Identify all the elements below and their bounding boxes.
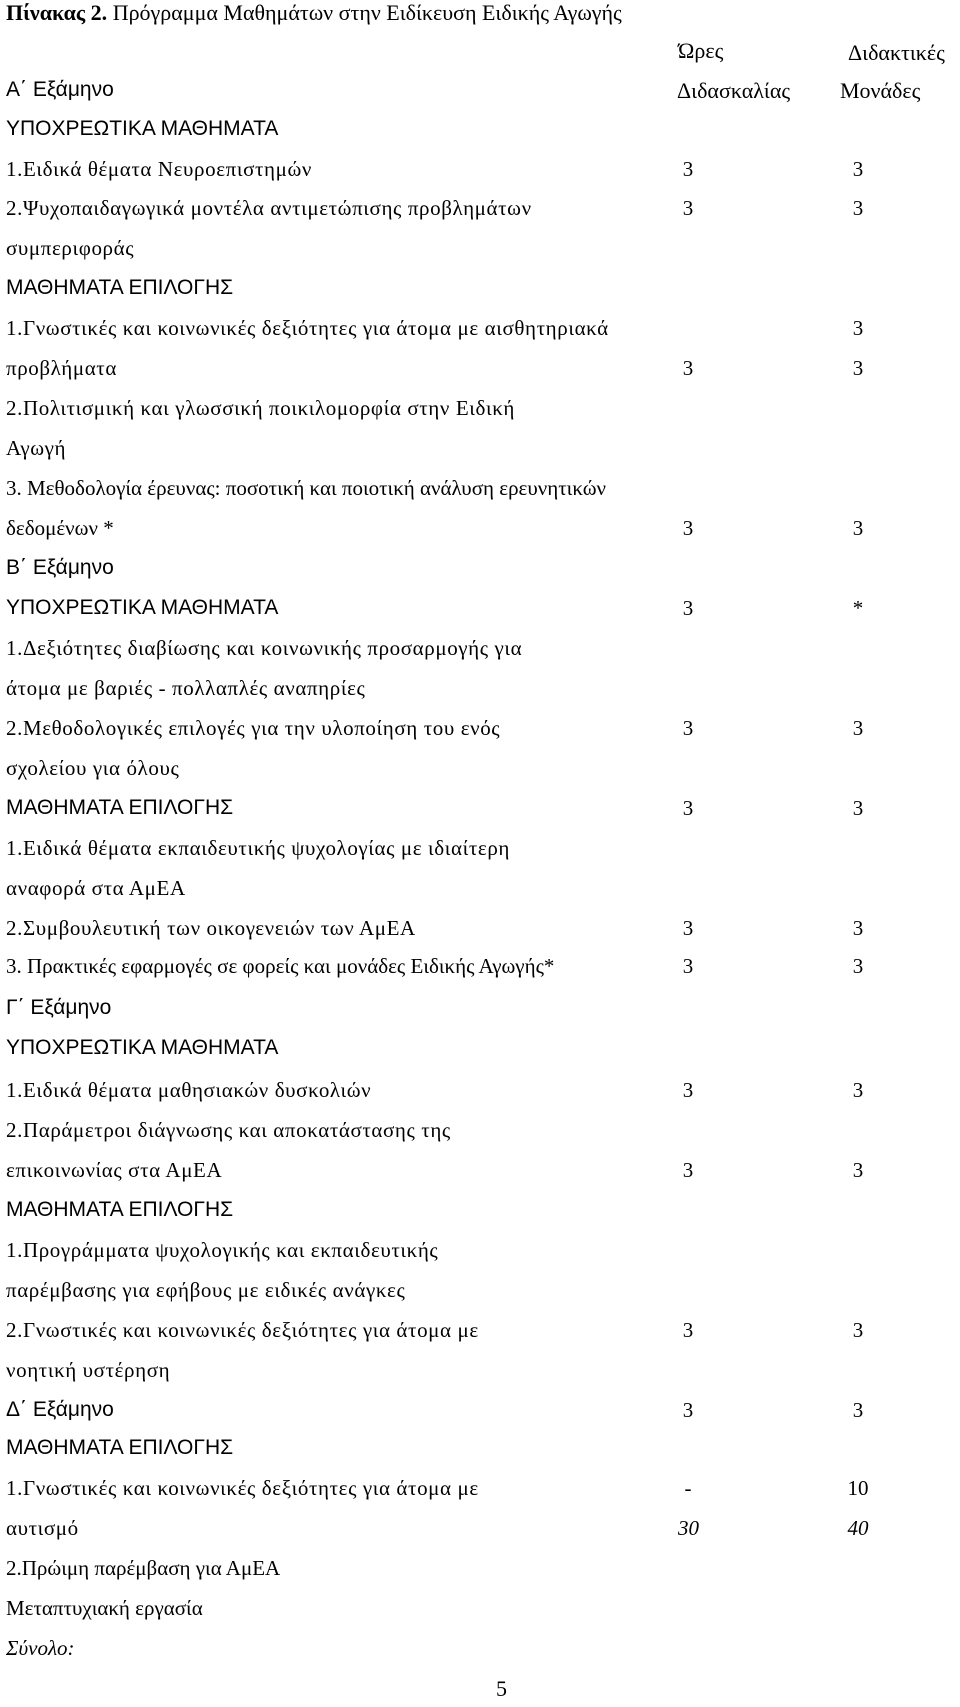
course-label: 2.Πολιτισμική και γλωσσική ποικιλομορφία στην Ειδική — [6, 396, 516, 420]
course-label: προβλήματα — [6, 356, 117, 380]
table-row — [0, 236, 960, 270]
credits-cell: 3 — [852, 1158, 864, 1182]
table-row — [0, 1636, 960, 1670]
course-label: 2.Γνωστικές και κοινωνικές δεξιότητες για άτομα με — [6, 1318, 479, 1342]
table-row — [0, 396, 960, 430]
course-label: Δ΄ Εξάμηνο — [6, 1398, 114, 1421]
course-label: 3. Πρακτικές εφαρμογές σε φορείς και μονάδες Ειδικής Αγωγής* — [6, 954, 555, 978]
table-row — [0, 356, 960, 390]
table-row — [0, 676, 960, 710]
header-credits-line1: Διδακτικές — [848, 40, 945, 65]
credits-cell: 3 — [852, 916, 864, 940]
hours-cell: 3 — [682, 516, 694, 540]
course-label: δεδομένων * — [6, 516, 114, 540]
course-label: παρέμβασης για εφήβους με ειδικές ανάγκες — [6, 1278, 406, 1302]
header-hours-line1: Ώρες — [678, 38, 724, 63]
hours-cell: 3 — [682, 196, 694, 220]
table-row — [0, 1516, 960, 1550]
course-label: 2.Μεθοδολογικές επιλογές για την υλοποίηση του ενός — [6, 716, 501, 740]
table-row — [0, 636, 960, 670]
table-row — [0, 1238, 960, 1272]
credits-cell: 3 — [852, 1078, 864, 1102]
course-label: ΥΠΟΧΡΕΩΤΙΚΑ ΜΑΘΗΜΑΤΑ — [6, 117, 279, 140]
hours-cell: 3 — [682, 1078, 694, 1102]
table-row — [0, 316, 960, 350]
table-row — [0, 78, 960, 112]
course-label: 1.Δεξιότητες διαβίωσης και κοινωνικής προσαρμογής για — [6, 636, 523, 660]
table-row — [0, 117, 960, 151]
table-row — [0, 796, 960, 830]
table-row — [0, 276, 960, 310]
header-credits-line2: Μονάδες — [840, 78, 921, 103]
course-label: αναφορά στα ΑμΕΑ — [6, 876, 186, 900]
table-caption — [6, 0, 622, 26]
course-label: Αγωγή — [6, 436, 67, 460]
table-row — [0, 1556, 960, 1590]
course-label: ΜΑΘΗΜΑΤΑ ΕΠΙΛΟΓΗΣ — [6, 276, 234, 299]
course-label: 1.Ειδικά θέματα μαθησιακών δυσκολιών — [6, 1078, 372, 1102]
course-label: ΥΠΟΧΡΕΩΤΙΚΑ ΜΑΘΗΜΑΤΑ — [6, 1036, 279, 1059]
credits-cell: 40 — [847, 1516, 869, 1540]
course-label: Μεταπτυχιακή εργασία — [6, 1596, 203, 1620]
table-row — [0, 1158, 960, 1192]
credits-cell: 3 — [852, 716, 864, 740]
course-label: Β΄ Εξάμηνο — [6, 556, 114, 579]
credits-cell: 3 — [852, 516, 864, 540]
credits-cell: 10 — [847, 1476, 869, 1500]
table-row — [0, 157, 960, 191]
table-row — [0, 436, 960, 470]
course-label: 1.Προγράμματα ψυχολογικής και εκπαιδευτικής — [6, 1238, 439, 1262]
hours-cell: 3 — [682, 157, 694, 181]
hours-cell: 3 — [682, 716, 694, 740]
table-row — [0, 1078, 960, 1112]
course-label: σχολείου για όλους — [6, 756, 180, 780]
table-row — [0, 1596, 960, 1630]
credits-cell: 3 — [852, 954, 864, 978]
hours-cell: 3 — [682, 1318, 694, 1342]
table-row — [0, 556, 960, 590]
table-row — [0, 596, 960, 630]
table-row — [0, 836, 960, 870]
hours-cell: 3 — [682, 596, 694, 620]
course-label: 1.Ειδικά θέματα Νευροεπιστημών — [6, 157, 313, 181]
course-label: Α΄ Εξάμηνο — [6, 78, 114, 101]
course-label: 2.Συμβουλευτική των οικογενειών των ΑμΕΑ — [6, 916, 416, 940]
table-row — [0, 716, 960, 750]
course-label: επικοινωνίας στα ΑμΕΑ — [6, 1158, 223, 1182]
course-label: 2.Παράμετροι διάγνωσης και αποκατάστασης της — [6, 1118, 451, 1142]
hours-cell: 30 — [678, 1516, 699, 1540]
table-caption-label: Πίνακας 2. — [6, 0, 108, 25]
credits-cell: 3 — [852, 796, 864, 820]
credits-cell: 3 — [852, 356, 864, 380]
credits-cell: 3 — [852, 196, 864, 220]
table-row — [0, 196, 960, 230]
table-caption-text: Πρόγραμμα Μαθημάτων στην Ειδίκευση Ειδικής Αγωγής — [107, 0, 622, 25]
hours-cell: 3 — [682, 1158, 694, 1182]
course-label: άτομα με βαριές - πολλαπλές αναπηρίες — [6, 676, 366, 700]
course-label: 2.Ψυχοπαιδαγωγικά μοντέλα αντιμετώπισης προβλημάτων — [6, 196, 532, 220]
course-label: Σύνολο: — [6, 1636, 75, 1660]
table-row — [0, 1476, 960, 1510]
course-label: 1.Γνωστικές και κοινωνικές δεξιότητες για άτομα με — [6, 1476, 479, 1500]
course-label: ΥΠΟΧΡΕΩΤΙΚΑ ΜΑΘΗΜΑΤΑ — [6, 596, 279, 619]
table-row — [0, 1118, 960, 1152]
course-label: 3. Μεθοδολογία έρευνας: ποσοτική και ποιοτική ανάλυση ερευνητικών — [6, 476, 607, 500]
course-label: νοητική υστέρηση — [6, 1358, 171, 1382]
table-row — [0, 1358, 960, 1392]
hours-cell: - — [684, 1476, 692, 1500]
course-label: ΜΑΘΗΜΑΤΑ ΕΠΙΛΟΓΗΣ — [6, 1436, 234, 1459]
hours-cell: 3 — [682, 356, 694, 380]
hours-cell: 3 — [682, 1398, 694, 1422]
table-row — [0, 1398, 960, 1432]
course-label: 1.Ειδικά θέματα εκπαιδευτικής ψυχολογίας με ιδιαίτερη — [6, 836, 511, 860]
hours-cell: 3 — [682, 916, 694, 940]
table-row — [0, 1436, 960, 1470]
page-number: 5 — [496, 1676, 507, 1701]
hours-cell: 3 — [682, 796, 694, 820]
credits-cell: 3 — [852, 316, 864, 340]
credits-cell: 3 — [852, 1398, 864, 1422]
table-row — [0, 1278, 960, 1312]
table-row — [0, 516, 960, 550]
course-label: 1.Γνωστικές και κοινωνικές δεξιότητες για άτομα με αισθητηριακά — [6, 316, 609, 340]
table-row — [0, 476, 960, 510]
table-row — [0, 1198, 960, 1232]
course-label: Γ΄ Εξάμηνο — [6, 996, 112, 1019]
course-label: 2.Πρώιμη παρέμβαση για ΑμΕΑ — [6, 1556, 281, 1580]
table-row — [0, 1036, 960, 1070]
course-label: ΜΑΘΗΜΑΤΑ ΕΠΙΛΟΓΗΣ — [6, 796, 234, 819]
credits-cell: * — [852, 596, 864, 620]
header-hours-line2: Διδασκαλίας — [677, 78, 791, 103]
credits-cell: 3 — [852, 1318, 864, 1342]
course-label: αυτισμό — [6, 1516, 79, 1540]
course-label: ΜΑΘΗΜΑΤΑ ΕΠΙΛΟΓΗΣ — [6, 1198, 234, 1221]
course-label: συμπεριφοράς — [6, 236, 135, 260]
credits-cell: 3 — [852, 157, 864, 181]
table-row — [0, 876, 960, 910]
table-row — [0, 954, 960, 988]
table-row — [0, 756, 960, 790]
table-row — [0, 916, 960, 950]
hours-cell: 3 — [682, 954, 694, 978]
table-row — [0, 1318, 960, 1352]
table-row — [0, 996, 960, 1030]
